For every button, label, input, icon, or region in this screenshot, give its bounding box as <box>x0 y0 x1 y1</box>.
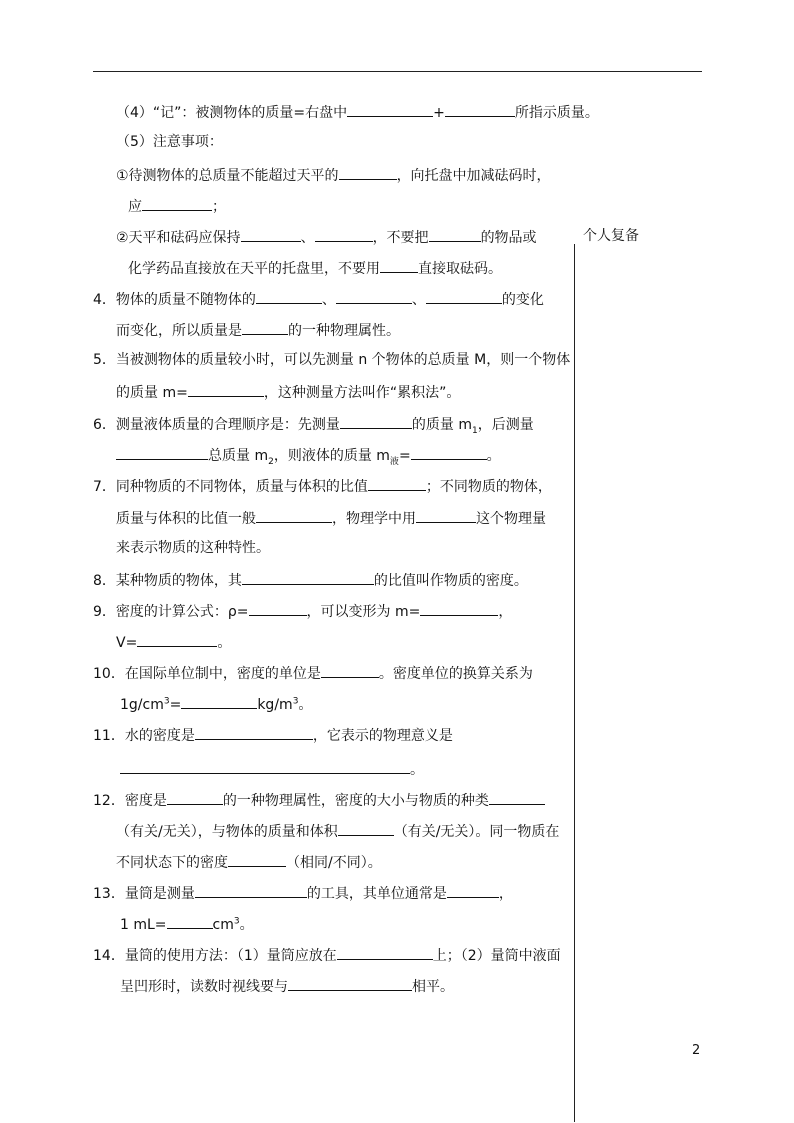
worksheet-line: 的质量 m= ，这种测量方法叫作“累积法”。 <box>116 381 460 403</box>
margin-column-title: 个人复备 <box>583 228 639 244</box>
worksheet-line: （5）注意事项： <box>116 134 223 150</box>
margin-column-rule <box>574 244 575 1122</box>
worksheet-line: 12．密度是 的一种物理属性，密度的大小与物质的种类 <box>93 789 545 811</box>
worksheet-line: ①待测物体的总质量不能超过天平的 ，向托盘中加减砝码时， <box>116 164 551 186</box>
worksheet-line: 7．同种物质的不同物体，质量与体积的比值 ；不同物质的物体， <box>93 475 552 497</box>
worksheet-line: 来表示物质的这种特性。 <box>116 540 270 556</box>
worksheet-line: 9．密度的计算公式：ρ= ，可以变形为 m= ， <box>93 600 512 622</box>
worksheet-line: 11．水的密度是 ，它表示的物理意义是 <box>93 724 453 746</box>
worksheet-line: 6．测量液体质量的合理顺序是：先测量 的质量 $m_1$，后测量 <box>93 413 534 435</box>
worksheet-line: 4．物体的质量不随物体的 、 、 的变化 <box>93 288 544 310</box>
worksheet-line: 。 <box>120 758 424 780</box>
worksheet-line: 化学药品直接放在天平的托盘里，不要用 直接取砝码。 <box>128 257 502 279</box>
worksheet-line: （4）“记”：被测物体的质量=右盘中 + 所指示质量。 <box>116 101 599 123</box>
worksheet-line: 10．在国际单位制中，密度的单位是 。密度单位的换算关系为 <box>93 662 533 684</box>
worksheet-line: 不同状态下的密度 （相同/不同）。 <box>116 851 382 873</box>
worksheet-line: V= 。 <box>116 631 231 653</box>
worksheet-line: 13．量筒是测量 的工具，其单位通常是 ， <box>93 882 513 904</box>
worksheet-line: 1 $mL= cm^3$。 <box>120 913 254 935</box>
worksheet-line: （有关/无关），与物体的质量和体积 （有关/无关）。同一物质在 <box>116 820 559 842</box>
worksheet-line: 总质量 $m_2$，则液体的质量 $m_液=$ 。 <box>116 444 501 466</box>
worksheet-line: 应 ； <box>128 195 226 217</box>
header-rule <box>93 71 702 72</box>
worksheet-line: $1g/cm^3= kg/m^3$。 <box>120 693 312 715</box>
worksheet-line: 8．某种物质的物体，其 的比值叫作物质的密度。 <box>93 569 528 591</box>
worksheet-line: 14．量筒的使用方法：（1）量筒应放在 上；（2）量筒中液面 <box>93 944 561 966</box>
worksheet-line: 质量与体积的比值一般 ，物理学中用 这个物理量 <box>116 507 546 529</box>
worksheet-line: 5．当被测物体的质量较小时，可以先测量 n 个物体的总质量 M，则一个物体 <box>93 352 571 368</box>
worksheet-line: 而变化，所以质量是 的一种物理属性。 <box>116 319 400 341</box>
page-number: 2 <box>692 1043 701 1058</box>
worksheet-line: 呈凹形时，读数时视线要与 相平。 <box>120 975 454 997</box>
worksheet-line: ②天平和砝码应保持 、 ，不要把 的物品或 <box>116 226 537 248</box>
